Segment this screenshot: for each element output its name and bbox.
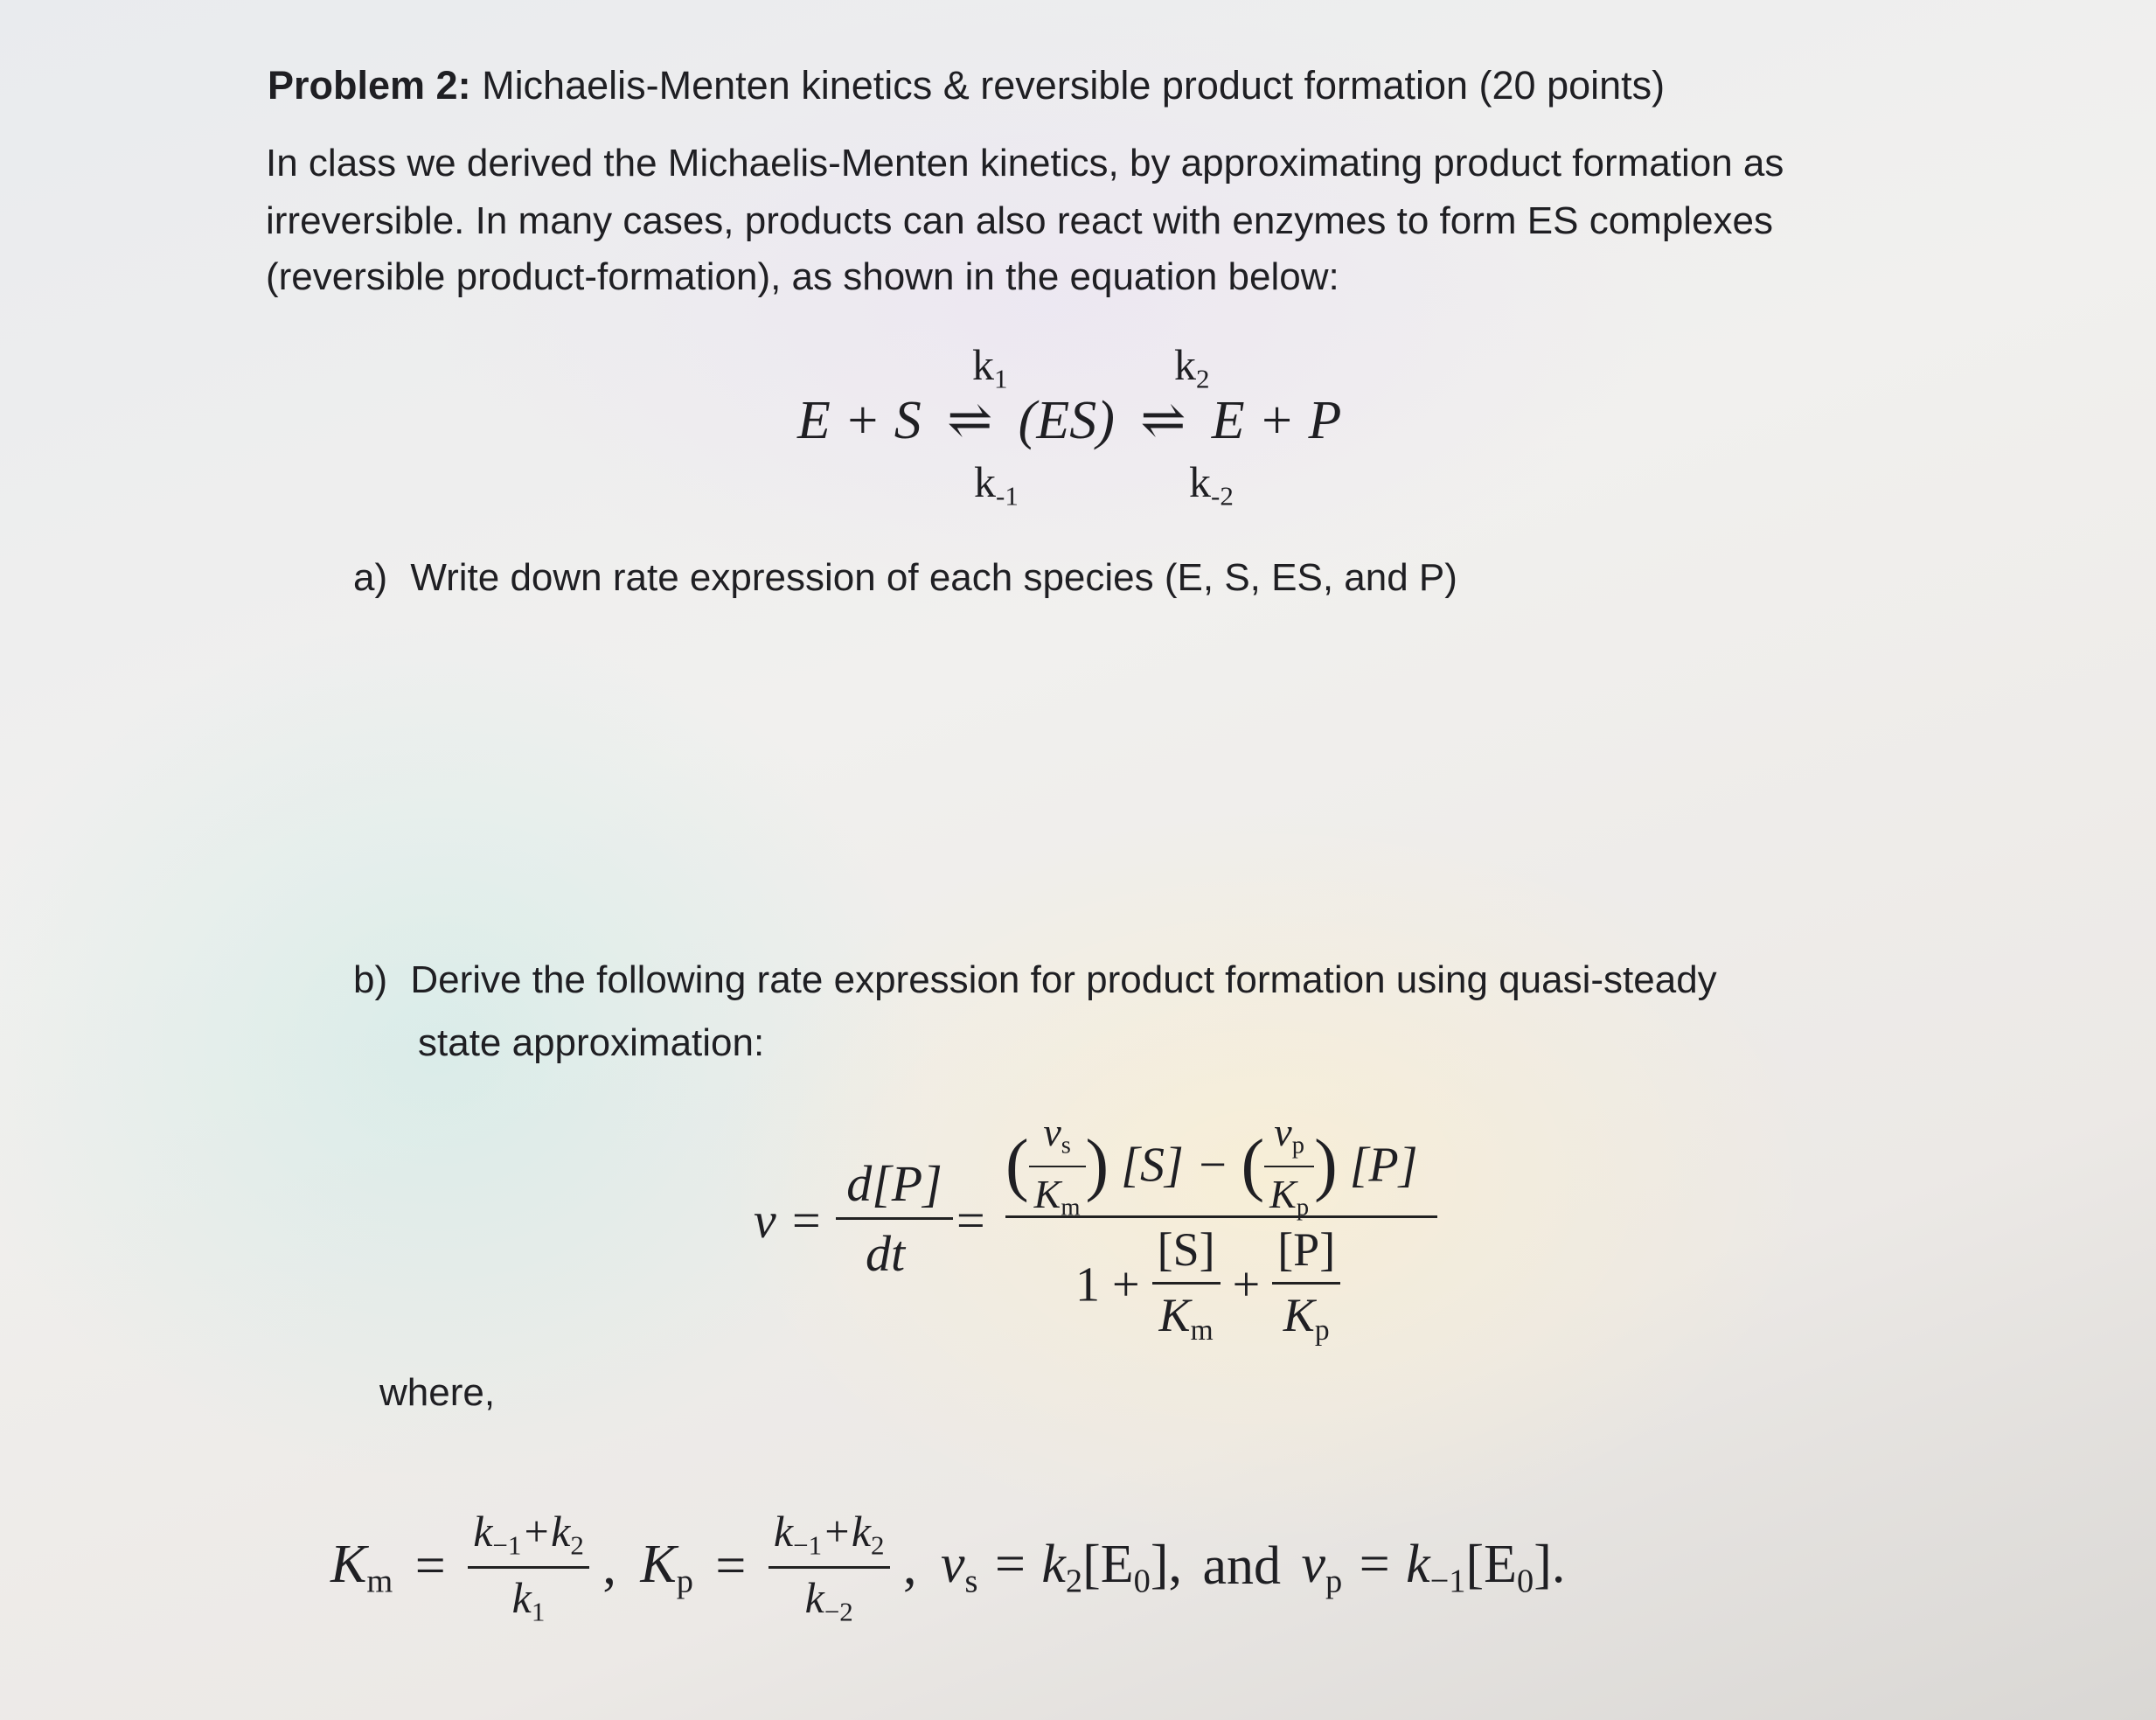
where-label: where, (379, 1371, 496, 1414)
rate-constant-k-2: $k_{-2}$ (1189, 457, 1234, 512)
def-Km-fraction: $\frac{k_{-1}+k_2}{k_1}$ (468, 1506, 589, 1628)
def-vs: $v_s = k_2[E_0]$, (941, 1534, 1182, 1600)
vp-over-Kp: $\frac{v_p}{K_p}$ (1264, 1109, 1314, 1222)
den-plus: + (1232, 1257, 1261, 1313)
part-a (353, 556, 1457, 600)
rate-v-label: v = (754, 1192, 824, 1249)
S-over-Km: $\frac{[S]}{K_m}$ (1152, 1222, 1221, 1347)
problem-label: Problem 2: (268, 63, 471, 108)
def-and: and (1202, 1536, 1282, 1597)
part-b-label: b) (353, 958, 388, 1001)
intro-line-3: (reversible product-formation), as shown in the equation below: (266, 255, 1339, 298)
part-b (353, 958, 1717, 1002)
reaction-complex: (ES) (1018, 391, 1115, 450)
def-Kp-fraction: $\frac{k_{-1}+k_2}{k_{-2}}$ (769, 1506, 890, 1628)
intro-line-2: irreversible. In many cases, products can also react with enzymes to form ES complexes (266, 199, 1774, 242)
rate-dt: dt (866, 1225, 906, 1282)
num-S: [S] − (1121, 1138, 1229, 1193)
intro-line-1: In class we derived the Michaelis-Menten kinetics, by approximating product formation as (266, 142, 1784, 185)
part-a-text: Write down rate expression of each species (E, S, ES, and P) (410, 556, 1457, 599)
def-Km-lhs: $K_m$ (330, 1534, 393, 1600)
part-b-line-2: state approximation: (418, 1021, 765, 1064)
den-one-plus: 1 + (1075, 1257, 1140, 1313)
num-P: [P] (1349, 1138, 1418, 1193)
rate-dP: d[P] (846, 1155, 942, 1212)
problem-title-text: Michaelis-Menten kinetics & reversible product formation (20 points) (482, 63, 1666, 108)
rate-constant-k-1: $k_{-1}$ (974, 457, 1019, 512)
rate-denominator (1075, 1222, 1340, 1347)
rate-main-fraction-bar (1005, 1215, 1437, 1218)
rate-numerator: ( $\frac{v_s}{K_m}$ ) [S] − ( $\frac{v_p}{K_p}$ ) [P] (1005, 1110, 1418, 1222)
rate-constant-k2: $k_2$ (1174, 340, 1210, 394)
parameter-definitions: $K_m$ = $\frac{k_{-1}+k_2}{k_1}$ , $K_p$ = $\frac{k_{-1}+k_2}{k_{-2}}$ , $v_s = k_2[E_0]$, and $v_p = k_{-1}[E_0]$. (330, 1507, 1566, 1627)
problem-title (268, 63, 1665, 108)
reaction-left: E + S (797, 391, 922, 450)
def-Kp-lhs: $K_p$ (640, 1534, 693, 1600)
rate-constant-k1: $k_1$ (972, 340, 1008, 394)
P-over-Kp: $\frac{[P]}{K_p}$ (1272, 1222, 1340, 1347)
rate-derivative-bar (836, 1217, 953, 1220)
part-a-label: a) (353, 556, 388, 599)
reaction-right: E + P (1211, 391, 1342, 450)
reaction-equation (797, 387, 1341, 452)
def-vp: $v_p = k_{-1}[E_0]$. (1301, 1534, 1566, 1600)
vs-over-Km: $\frac{v_s}{K_m}$ (1029, 1109, 1086, 1222)
rate-equals: = (956, 1192, 985, 1249)
equilibrium-arrow-2: ⇌ (1140, 391, 1186, 450)
equilibrium-arrow-1: ⇌ (947, 391, 993, 450)
part-b-line-1: Derive the following rate expression for product formation using quasi-steady (410, 958, 1717, 1001)
